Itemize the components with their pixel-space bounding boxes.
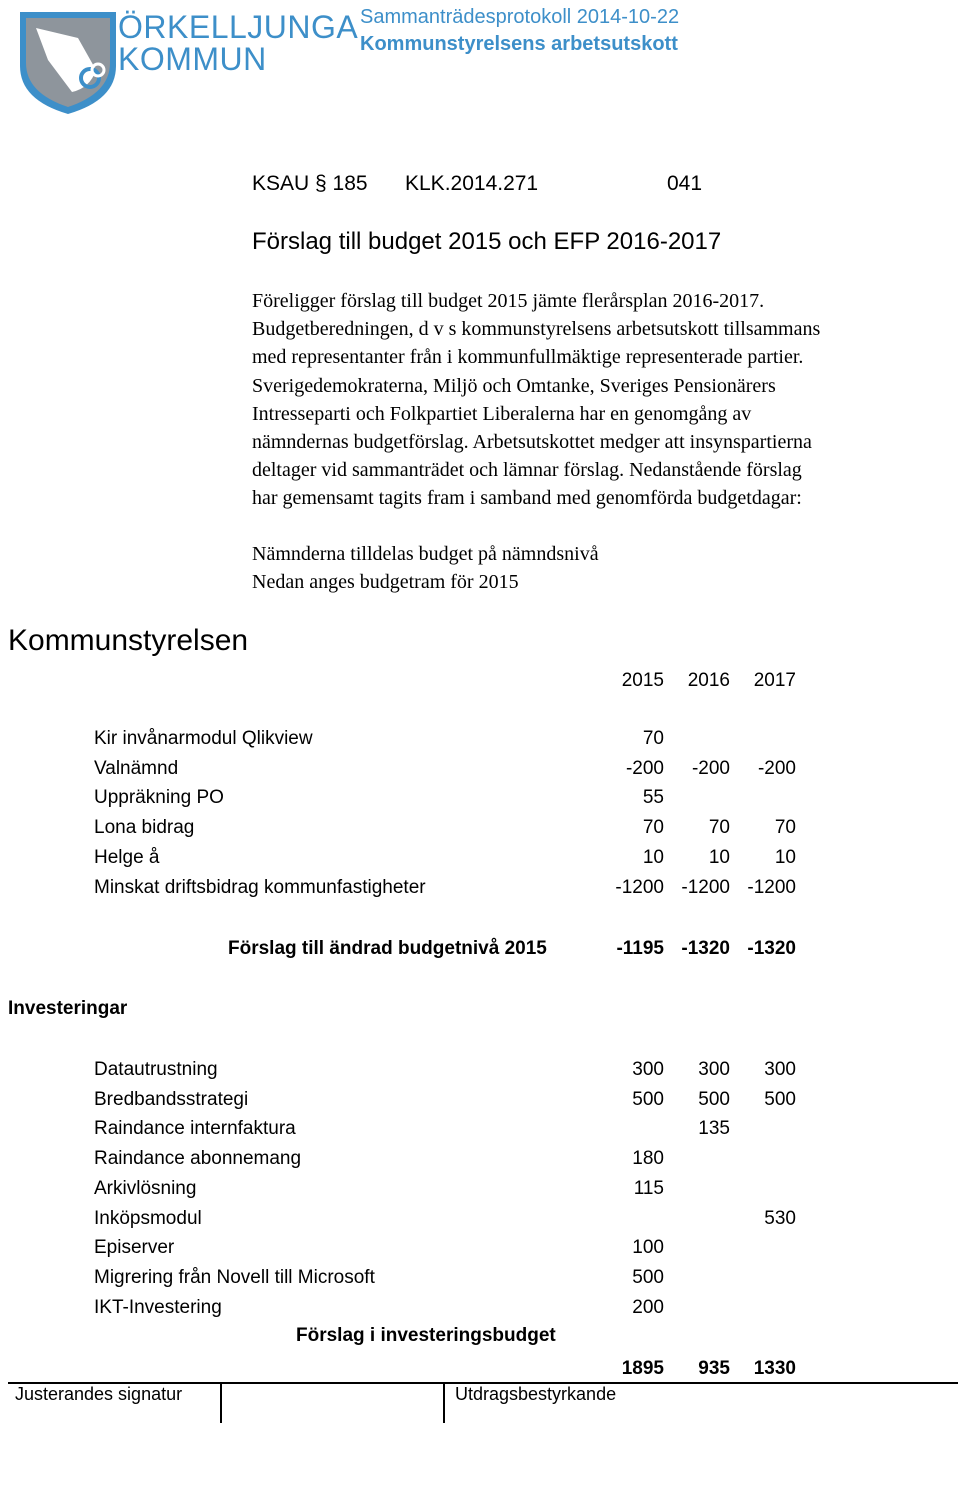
inv-row (94, 1144, 798, 1174)
protocol-subtitle: Kommunstyrelsens arbetsutskott (360, 33, 678, 55)
inv-row (94, 1293, 798, 1323)
body-line: nämndernas budgetförslag. Arbetsutskottet medger att insynspartierna (252, 431, 812, 454)
ks-row-label: Kir invånarmodul Qlikview (94, 728, 313, 749)
protocol-title: Sammanträdesprotokoll 2014-10-22 (360, 6, 680, 28)
inv-row (94, 1085, 798, 1115)
coat-of-arms-icon (18, 8, 118, 118)
inv-row-label: Inköpsmodul (94, 1207, 202, 1229)
inv-row-label: Migrering från Novell till Microsoft (94, 1266, 375, 1288)
inv-value-2017: 500 (764, 1088, 796, 1110)
inv-total-2016: 935 (698, 1358, 730, 1379)
logo-line-2: KOMMUN (118, 41, 267, 77)
ks-value-2016: 10 (708, 846, 730, 868)
footer-divider-right (443, 1383, 445, 1423)
ks-value-2015: 70 (642, 728, 664, 749)
footer-divider-left (220, 1383, 222, 1423)
inv-row (94, 1263, 798, 1293)
body-line: Sverigedemokraterna, Miljö och Omtanke, Sveriges Pensionärers (252, 374, 776, 397)
inv-value-2016: 135 (698, 1118, 730, 1140)
year-header-row (590, 666, 800, 696)
inv-value-2016: 500 (698, 1088, 730, 1110)
ks-value-2016: -1200 (681, 876, 730, 898)
inv-row (94, 1055, 798, 1085)
ks-total-2017: -1320 (747, 938, 796, 959)
inv-value-2017: 530 (764, 1207, 796, 1229)
ks-row-label: Valnämnd (94, 757, 179, 779)
inv-row-label: Bredbandsstrategi (94, 1088, 249, 1110)
ks-value-2015: -200 (625, 757, 664, 779)
ks-value-2017: 70 (774, 817, 796, 839)
section-investeringar: Investeringar (8, 998, 128, 1019)
inv-value-2015: 500 (632, 1266, 664, 1288)
body-line: med representanter från i kommunfullmäktige representerade partier. (252, 346, 804, 369)
inv-value-2017: 300 (764, 1059, 796, 1080)
ks-value-2017: -1200 (747, 876, 796, 898)
ks-row (94, 813, 798, 843)
inv-row-label: Arkivlösning (94, 1177, 197, 1199)
ks-row-label: Lona bidrag (94, 817, 195, 839)
year-2015: 2015 (621, 670, 664, 691)
ks-row (94, 783, 798, 813)
footer-certification-label: Utdragsbestyrkande (455, 1384, 617, 1404)
body-paragraph (252, 287, 820, 513)
inv-row-label: Raindance abonnemang (94, 1148, 302, 1170)
ks-value-2015: 70 (642, 817, 664, 839)
section-kommunstyrelsen: Kommunstyrelsen (8, 624, 249, 657)
inv-row-label: Episerver (94, 1237, 175, 1259)
inv-total-label: Förslag i investeringsbudget (296, 1325, 556, 1346)
footer-signature-label: Justerandes signatur (15, 1384, 183, 1404)
body-line: har gemensamt tagits fram i samband med genomförda budgetdagar: (252, 487, 802, 510)
intro-line: Nedan anges budgetram för 2015 (252, 571, 519, 594)
inv-row (94, 1233, 798, 1263)
ks-row-label: Minskat driftsbidrag kommunfastigheter (94, 876, 426, 898)
inv-row (94, 1114, 798, 1144)
ks-row (94, 873, 798, 903)
ks-total-label: Förslag till ändrad budgetnivå 2015 (228, 938, 547, 959)
body-line: Föreligger förslag till budget 2015 jämte flerårsplan 2016-2017. (252, 290, 765, 312)
inv-value-2015: 500 (632, 1088, 664, 1110)
ks-row (94, 843, 798, 873)
ks-value-2015: -1200 (615, 876, 664, 898)
inv-row (94, 1204, 798, 1234)
item-heading: Förslag till budget 2015 och EFP 2016-2017 (252, 228, 722, 255)
inv-value-2015: 180 (632, 1148, 664, 1170)
ks-row-label: Helge å (94, 846, 160, 868)
intro-line: Nämnderna tilldelas budget på nämndsnivå (252, 543, 599, 565)
ks-row (94, 754, 798, 784)
inv-value-2015: 100 (632, 1237, 664, 1259)
municipality-logo (18, 8, 359, 118)
inv-value-2015: 115 (633, 1177, 664, 1199)
body-line: Budgetberedningen, d v s kommunstyrelsens arbetsutskott tillsammans (252, 318, 821, 341)
archive-code: 041 (667, 172, 703, 195)
body-line: deltager vid sammanträdet och lämnar förslag. Nedanstående förslag (252, 459, 802, 482)
ks-row-label: Uppräkning PO (94, 787, 224, 809)
body-line: Intresseparti och Folkpartiet Liberalerna har en genomgång av (252, 402, 752, 425)
ks-total-row (228, 934, 798, 964)
inv-row-label: Datautrustning (94, 1059, 218, 1080)
inv-value-2015: 200 (632, 1296, 664, 1318)
diary-number: KLK.2014.271 (405, 172, 539, 195)
ks-value-2015: 10 (642, 846, 664, 868)
inv-row-label: Raindance internfaktura (94, 1118, 296, 1140)
ks-value-2015: 55 (642, 787, 664, 809)
intro-paragraph (252, 540, 599, 596)
inv-row-label: IKT-Investering (94, 1296, 222, 1318)
ks-total-2015: -1195 (616, 938, 664, 959)
inv-total-2017: 1330 (753, 1358, 796, 1379)
inv-total-row (584, 1354, 798, 1384)
inv-total-2015: 1895 (621, 1358, 664, 1379)
ks-row (94, 724, 798, 754)
inv-row (94, 1174, 798, 1204)
year-2016: 2016 (687, 670, 730, 691)
ks-value-2016: -200 (691, 757, 730, 779)
inv-value-2015: 300 (632, 1059, 664, 1080)
logo-line-1: ÖRKELLJUNGA (118, 9, 359, 45)
ks-value-2017: 10 (774, 846, 796, 868)
case-number: KSAU § 185 (252, 172, 368, 195)
ks-total-2016: -1320 (681, 938, 730, 959)
year-2017: 2017 (753, 670, 796, 691)
ks-value-2016: 70 (708, 817, 730, 839)
ks-value-2017: -200 (757, 757, 796, 779)
inv-value-2016: 300 (698, 1059, 730, 1080)
